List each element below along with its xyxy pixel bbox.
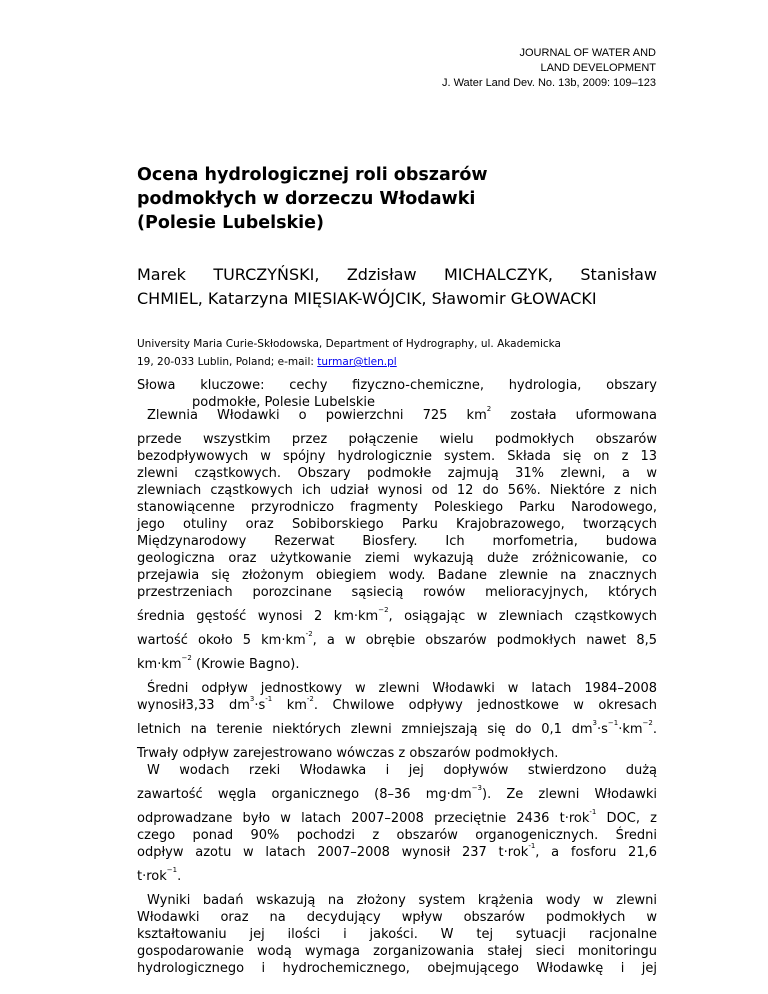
journal-name-line1: JOURNAL OF WATER AND: [519, 47, 656, 59]
abstract-line: jego otuliny oraz Sobiborskiego Parku Krajobrazowego, tworzących: [137, 517, 657, 532]
superscript: -1: [528, 842, 536, 850]
text-run: ·s: [254, 698, 266, 713]
text-run: , a w obrębie obszarów podmokłych nawet 8,5: [312, 633, 658, 648]
abstract-line: gospodarowanie wodą wymaga zorganizowania stałej sieci monitoringu: [137, 944, 657, 959]
affiliation-line-1: University Maria Curie-Skłodowska, Department of Hydrography, ul. Akademicka: [137, 338, 561, 350]
superscript: −2: [642, 719, 653, 727]
abstract-line: Włodawki oraz na decydujący wpływ obszarów podmokłych w: [137, 910, 657, 925]
keyword-word: kluczowe:: [200, 378, 265, 393]
abstract: [137, 400, 657, 977]
abstract-line: bezodpływowych w spójny hydrologicznie system. Składa się on z 13: [137, 449, 657, 464]
text-run: wynosił3,33 dm: [137, 698, 250, 713]
keyword-word: hydrologia,: [508, 378, 582, 393]
text-run: letnich na terenie niektórych zlewni zmniejszają się do 0,1 dm: [137, 722, 593, 737]
text-run: .: [177, 869, 182, 884]
text-run: , a fosforu 21,6: [535, 845, 658, 860]
keyword-word: obszary: [606, 378, 657, 393]
article-title: Ocena hydrologicznej roli obszarów podmokłych w dorzeczu Włodawki (Polesie Lubelskie): [137, 165, 488, 233]
text-run: km: [272, 698, 307, 713]
abstract-line: [137, 844, 657, 861]
affiliation-line-2: [137, 353, 657, 371]
text-run: zawartość węgla organicznego (8–36 mg·dm: [137, 787, 472, 802]
journal-header: [356, 46, 656, 91]
keyword-word: cechy: [289, 378, 328, 393]
abstract-line: [137, 714, 657, 745]
abstract-line: Wyniki badań wskazują na złożony system krążenia wody w zlewni: [147, 893, 657, 908]
superscript: -2: [305, 630, 313, 638]
abstract-line: hydrologicznego i hydrochemicznego, obejmującego Włodawkę i jej: [137, 961, 657, 976]
text-run: ). Ze zlewni Włodawki: [482, 787, 657, 802]
superscript: −3: [471, 784, 483, 792]
abstract-line: [137, 861, 657, 892]
text-run: , osiągając w zlewniach cząstkowych: [388, 609, 657, 624]
abstract-line: Trwały odpływ zarejestrowano wówczas z obszarów podmokłych.: [137, 746, 559, 761]
abstract-line: zlewniach cząstkowych ich udział wynosi od 12 do 56%. Niektóre z nich: [137, 483, 657, 498]
abstract-line: W wodach rzeki Włodawka i jej dopływów stwierdzono dużą: [147, 763, 657, 778]
email-link[interactable]: turmar@tlen.pl: [317, 356, 397, 368]
text-run: ·s: [596, 722, 608, 737]
abstract-line: Średni odpływ jednostkowy w zlewni Włodawki w latach 1984–2008: [147, 681, 657, 696]
superscript: 3: [592, 719, 597, 727]
authors-line-2: CHMIEL, Katarzyna MIĘSIAK-WÓJCIK, Sławomir GŁOWACKI: [137, 289, 597, 308]
abstract-line: [137, 810, 657, 827]
superscript: -1: [265, 695, 273, 703]
superscript: -2: [306, 695, 314, 703]
abstract-line: przede wszystkim przez połączenie wielu podmokłych obszarów: [137, 432, 657, 447]
abstract-line: przestrzeniach porozcinane sąsiecią rowów melioracyjnych, których: [137, 585, 657, 600]
abstract-line: przejawia się złożonym obiegiem wody. Badane zlewnie na znacznych: [137, 568, 657, 583]
abstract-line: [137, 697, 657, 714]
abstract-line: geologiczna oraz użytkowanie ziemi wykazują duże zróżnicowanie, co: [137, 551, 657, 566]
keywords-line-2: podmokłe, Polesie Lubelskie: [192, 395, 376, 410]
superscript: −1: [607, 719, 619, 727]
superscript: −1: [166, 866, 178, 874]
abstract-line: czego ponad 90% pochodzi z obszarów organogenicznych. Średni: [137, 828, 657, 843]
abstract-line: stanowiącenne przyrodniczo fragmenty Poleskiego Parku Narodowego,: [137, 500, 657, 515]
abstract-line: Międzynarodowy Rezerwat Biosfery. Ich morfometria, budowa: [137, 534, 657, 549]
text-run: wartość około 5 km·km: [137, 633, 306, 648]
text-run: t·rok: [137, 869, 167, 884]
text-run: .: [652, 722, 657, 737]
abstract-line: zlewni cząstkowych. Obszary podmokłe zajmują 31% zlewni, a w: [137, 466, 657, 481]
journal-name-line2: LAND DEVELOPMENT: [540, 62, 656, 74]
text-run: (Krowie Bagno).: [191, 657, 300, 672]
text-run: . Chwilowe odpływy jednostkowe w okresach: [313, 698, 658, 713]
abstract-line: [137, 632, 657, 649]
keyword-word: fizyczno-chemiczne,: [352, 378, 484, 393]
text-run: DOC, z: [596, 811, 657, 826]
keywords-line-1: [137, 377, 657, 394]
text-run: ·km: [618, 722, 643, 737]
abstract-line: [137, 601, 657, 632]
abstract-line: [137, 400, 657, 431]
abstract-line: [137, 779, 657, 810]
authors-line-1: Marek TURCZYŃSKI, Zdzisław MICHALCZYK, Stanisław: [137, 265, 657, 284]
abstract-line: [137, 649, 657, 680]
text-run: odprowadzane było w latach 2007–2008 przeciętnie 2436 t·rok: [137, 811, 590, 826]
affiliation: [137, 335, 657, 371]
text-run: odpływ azotu w latach 2007–2008 wynosił 237 t·rok: [137, 845, 529, 860]
abstract-line: kształtowaniu jej ilości i jakości. W tej sytuacji racjonalne: [137, 927, 657, 942]
text-run: średnia gęstość wynosi 2 km·km: [137, 609, 379, 624]
superscript: −2: [378, 606, 389, 614]
journal-citation: J. Water Land Dev. No. 13b, 2009: 109–123: [441, 77, 656, 89]
text-run: Zlewnia Włodawki o powierzchni 725 km: [147, 408, 487, 423]
superscript: 3: [249, 695, 255, 703]
keywords-label: Słowa: [137, 378, 176, 393]
text-run: km·km: [137, 657, 182, 672]
superscript: −2: [181, 654, 192, 662]
superscript: 2: [486, 405, 492, 413]
author-list: [137, 263, 657, 311]
affiliation-address: 19, 20-033 Lublin, Poland; e-mail:: [137, 356, 318, 368]
text-run: została uformowana: [491, 408, 657, 423]
superscript: -1: [589, 808, 597, 816]
